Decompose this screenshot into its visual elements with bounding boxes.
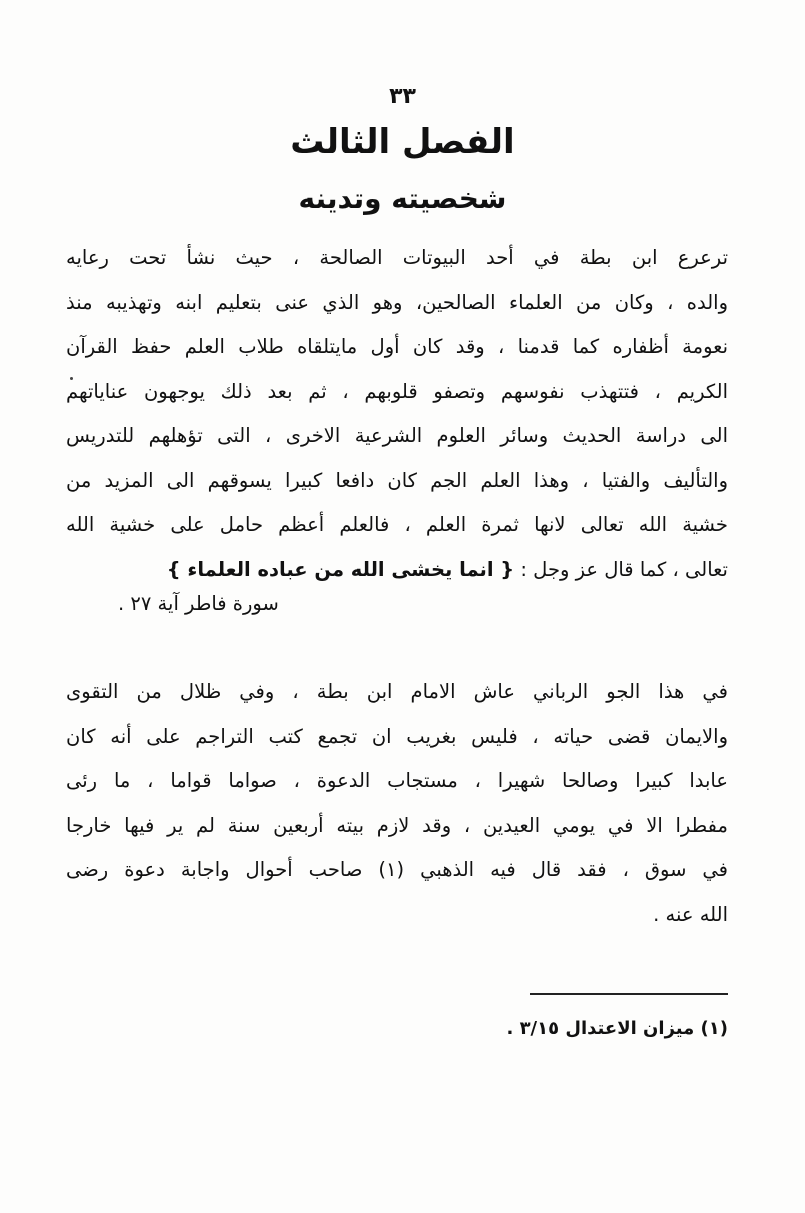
text-line: عابدا كبيرا وصالحا شهيرا ، مستجاب الدعوة ، صواما قواما ، ما رئى — [66, 769, 728, 792]
quran-quote: { انما يخشى الله من عباده العلماء } — [166, 557, 515, 581]
text-line: مفطرا الا في يومي العيدين ، وقد لازم بيته أربعين سنة لم ير فيها خارجا — [66, 813, 728, 837]
text-line: والايمان قضى حياته ، فليس بغريب ان تجمع كتب التراجم على أنه كان — [66, 724, 728, 748]
text-line: والتأليف والفتيا ، وهذا العلم الجم كان دافعا كبيرا يسوقهم الى المزيد من — [66, 468, 728, 492]
text-line: في سوق ، فقد قال فيه الذهبي (١) صاحب أحوال واجابة دعوة رضى — [66, 858, 728, 881]
text-line-prefix: تعالى ، كما قال عز وجل : — [514, 557, 728, 581]
chapter-subtitle: شخصيته وتدينه — [298, 182, 507, 215]
verse-reference: سورة فاطر آية ٢٧ . — [118, 592, 279, 615]
text-line: الى دراسة الحديث وسائر العلوم الشرعية الاخرى ، التى تؤهلهم للتدريس — [66, 424, 728, 447]
page-number: ٣٣ — [389, 84, 416, 109]
footnote: (١) ميزان الاعتدال ٣/١٥ . — [506, 1018, 728, 1039]
footnote-separator — [530, 993, 728, 995]
text-line: نعومة أظفاره كما قدمنا ، وقد كان أول مايتلقاه طلاب العلم حفظ القرآن — [66, 335, 728, 358]
paragraph-upbringing — [66, 236, 728, 592]
chapter-title: الفصل الثالث — [290, 122, 515, 162]
text-line: والده ، وكان من العلماء الصالحين، وهو الذي عنى بتعليم ابنه وتهذيبه منذ — [66, 290, 728, 314]
paragraph-piety — [66, 670, 728, 937]
text-line: الله عنه . — [653, 902, 728, 926]
text-line: خشية الله تعالى لانها ثمرة العلم ، فالعلم أعظم حامل على خشية الله — [66, 513, 728, 536]
text-line: في هذا الجو الرباني عاش الامام ابن بطة ، وفي ظلال من التقوى — [66, 680, 728, 703]
text-line: الكريم ، فتتهذب نفوسهم وتصفو قلوبهم ، ثم بعد ذلك يوجهون عناياتهم — [66, 379, 728, 403]
text-line: ترعرع ابن بطة في أحد البيوتات الصالحة ، حيث نشأ تحت رعايه — [66, 246, 728, 269]
margin-speck — [70, 377, 73, 380]
